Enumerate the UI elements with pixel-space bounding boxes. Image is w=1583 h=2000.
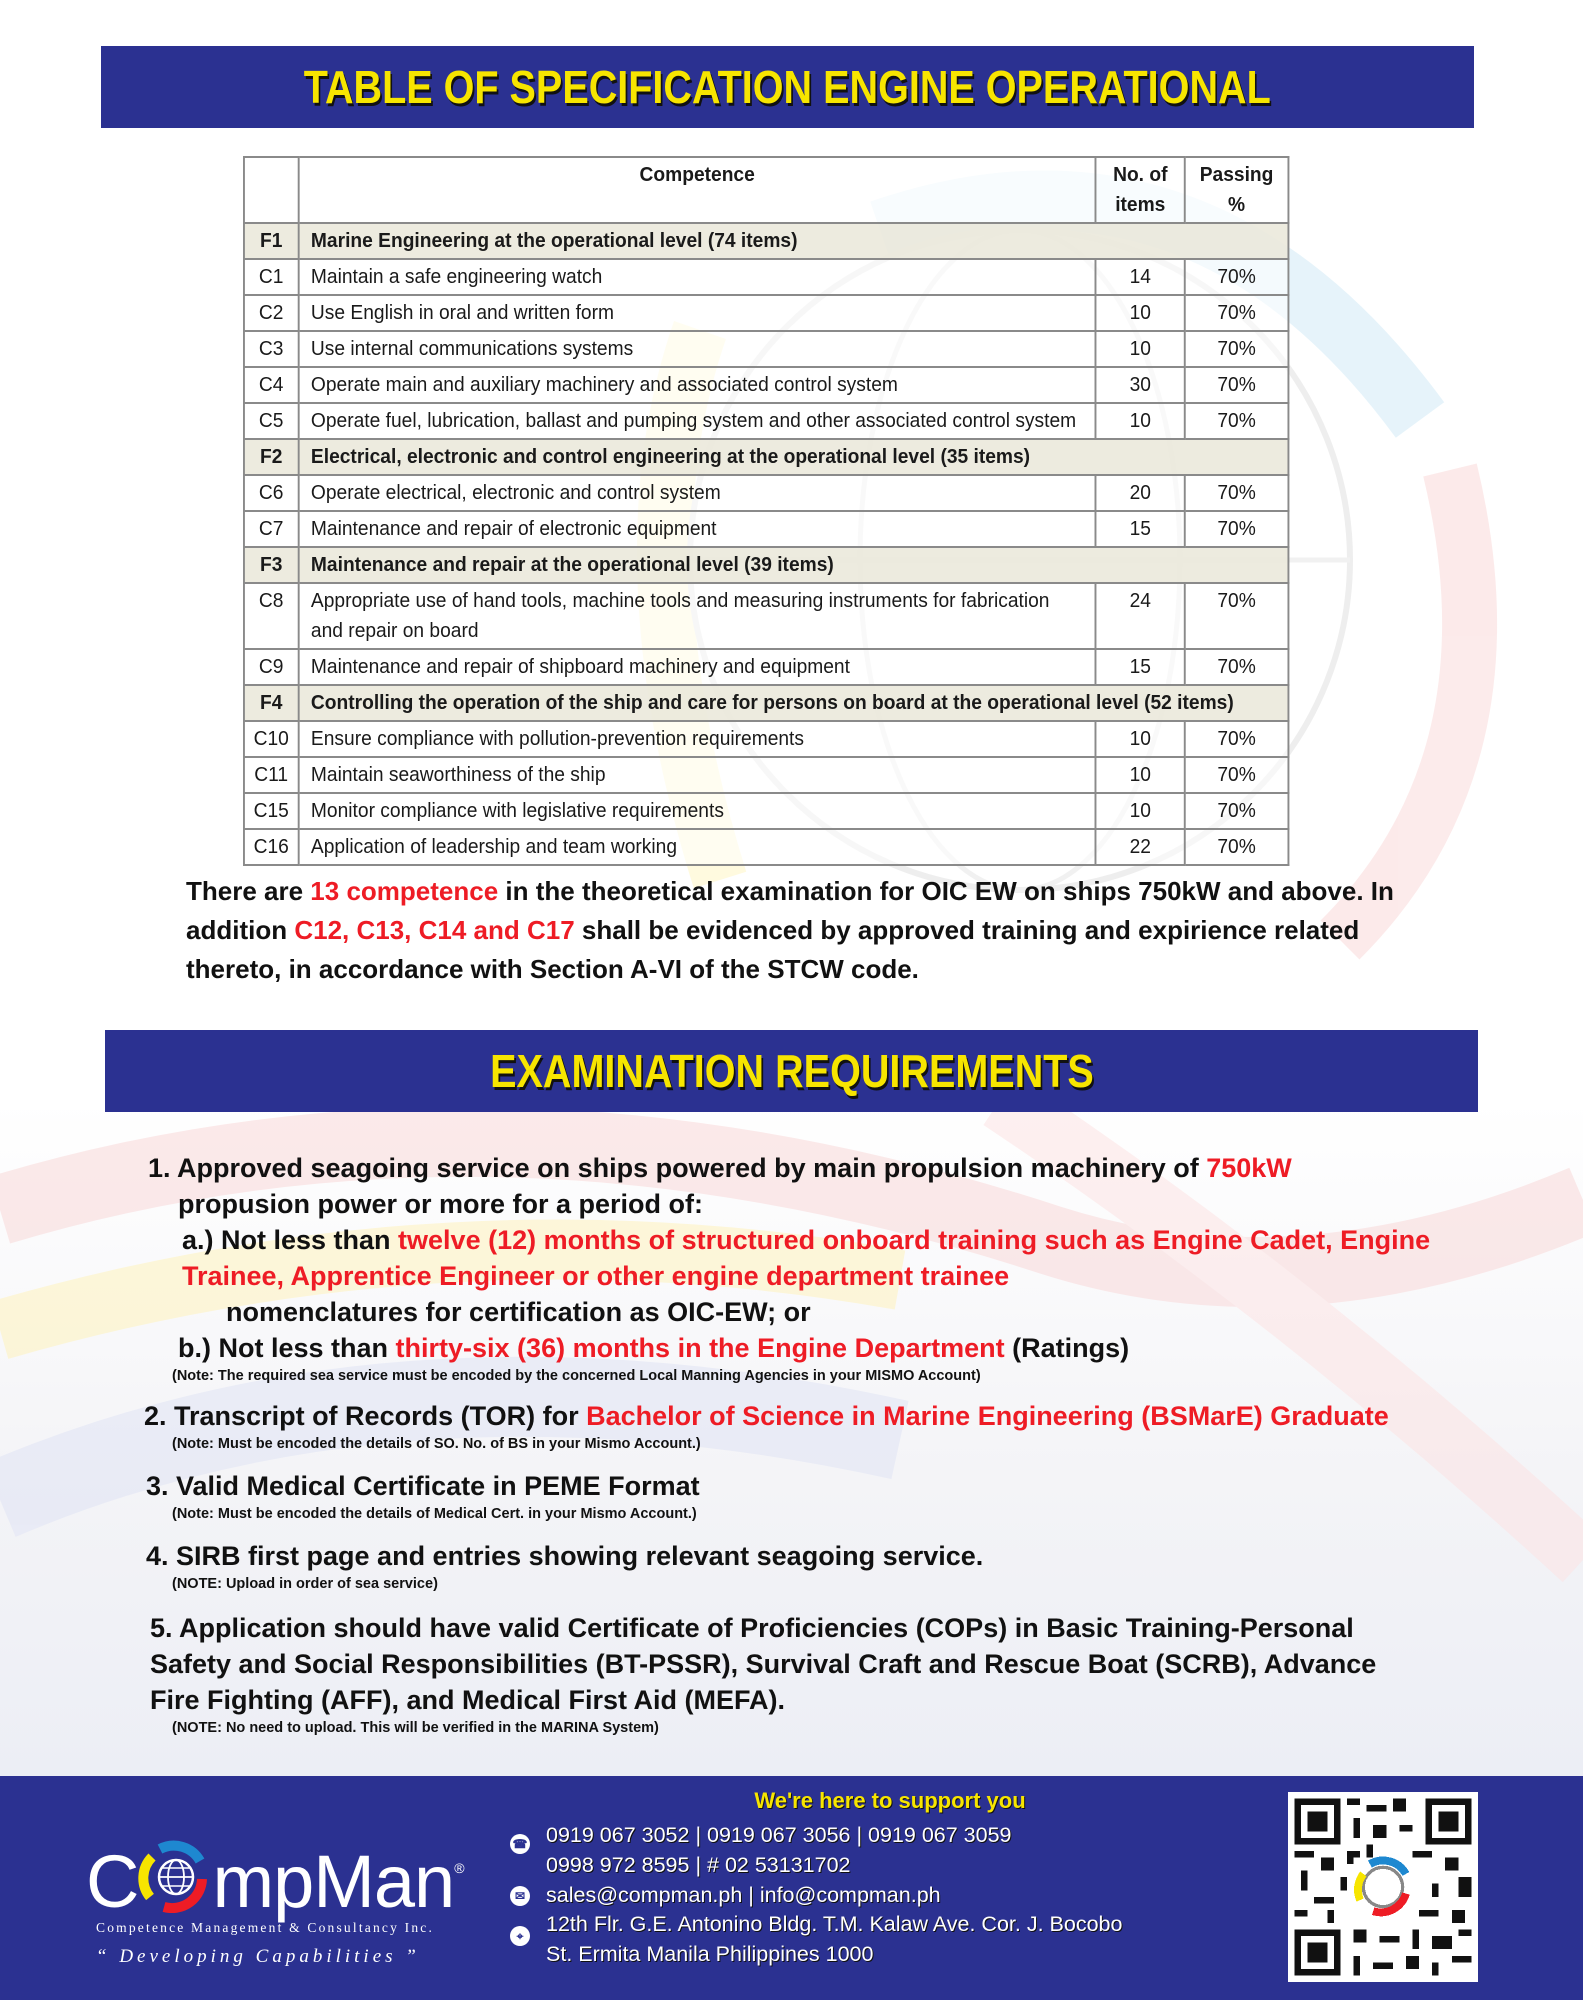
passing-percent: 70% — [1185, 403, 1289, 439]
competence-code: C2 — [244, 295, 298, 331]
support-heading: We're here to support you — [754, 1788, 1026, 1813]
competence-code: C10 — [244, 721, 298, 757]
passing-percent: 70% — [1185, 649, 1289, 685]
item-count: 10 — [1096, 403, 1185, 439]
passing-percent: 70% — [1185, 583, 1289, 649]
item-count: 15 — [1096, 511, 1185, 547]
header-passing: Passing % — [1185, 157, 1289, 223]
item-count: 30 — [1096, 367, 1185, 403]
function-code: F1 — [244, 223, 298, 259]
passing-percent: 70% — [1185, 259, 1289, 295]
competence-text: Maintenance and repair of electronic equipment — [298, 511, 1095, 547]
passing-percent: 70% — [1185, 793, 1289, 829]
table-row — [244, 721, 1288, 757]
requirement-3 — [140, 1468, 1460, 1524]
competence-text: Application of leadership and team working — [298, 829, 1095, 865]
phone-numbers-line-1[interactable]: 0919 067 3052 | 0919 067 3056 | 0919 067 3059 — [546, 1823, 1012, 1847]
item-count: 10 — [1096, 793, 1185, 829]
function-title: Maintenance and repair at the operational level (39 items) — [298, 547, 1288, 583]
requirement-note: (NOTE: No need to upload. This will be verified in the MARINA System) — [172, 1720, 659, 1736]
competence-text: Maintenance and repair of shipboard machinery and equipment — [298, 649, 1095, 685]
requirement-text: propusion power or more for a period of: — [178, 1189, 704, 1219]
requirement-text: 3. Valid Medical Certificate in PEME Format — [146, 1471, 700, 1501]
requirement-highlight: Bachelor of Science in Marine Engineering (BSMarE) Graduate — [586, 1401, 1389, 1431]
passing-percent: 70% — [1185, 757, 1289, 793]
summary-highlight: 13 competence — [310, 876, 499, 906]
sub-item-b-prefix: b.) Not less than — [178, 1333, 396, 1363]
competence-code: C11 — [244, 757, 298, 793]
item-count: 20 — [1096, 475, 1185, 511]
qr-code[interactable] — [1288, 1792, 1478, 1982]
competence-summary — [186, 872, 1406, 989]
sub-item-a-prefix: a.) Not less than — [182, 1225, 399, 1255]
competence-code: C4 — [244, 367, 298, 403]
item-count: 14 — [1096, 259, 1185, 295]
logo-letters-mpman: mpMan — [212, 1840, 455, 1923]
requirement-highlight: 750kW — [1206, 1153, 1292, 1183]
mail-icon: ✉ — [510, 1886, 530, 1906]
item-count: 15 — [1096, 649, 1185, 685]
competence-text: Operate main and auxiliary machinery and associated control system — [298, 367, 1095, 403]
function-title: Controlling the operation of the ship and care for persons on board at the operational level (52 items) — [298, 685, 1288, 721]
competence-code: C6 — [244, 475, 298, 511]
location-pin-icon: ⌖ — [510, 1926, 530, 1946]
function-code: F2 — [244, 439, 298, 475]
spec-title-banner — [101, 46, 1474, 128]
email-addresses[interactable]: sales@compman.ph | info@compman.ph — [546, 1883, 941, 1907]
competence-code: C16 — [244, 829, 298, 865]
table-row — [244, 757, 1288, 793]
logo-wordmark — [86, 1828, 464, 1922]
competence-code: C9 — [244, 649, 298, 685]
requirement-note: (Note: Must be encoded the details of SO. No. of BS in your Mismo Account.) — [172, 1436, 701, 1452]
exam-requirements-banner — [105, 1030, 1478, 1112]
tagline: “ Developing Capabilities ” — [96, 1946, 420, 1967]
function-row — [244, 439, 1288, 475]
competence-text: Ensure compliance with pollution-prevention requirements — [298, 721, 1095, 757]
competence-code: C15 — [244, 793, 298, 829]
competence-text: Maintain seaworthiness of the ship — [298, 757, 1095, 793]
function-row — [244, 223, 1288, 259]
requirement-note: (Note: The required sea service must be encoded by the concerned Local Manning Agencies in your MISMO Account) — [172, 1368, 981, 1384]
requirement-text: 5. Application should have valid Certificate of Proficiencies (COPs) in Basic Training-Personal Safety and Social Responsibilities (BT-PSSR), Survival Craft and Rescue Boat (SCRB), Advance Fire Fighting (AFF), and Medical First Aid (MEFA). — [150, 1613, 1377, 1715]
phone-icon: ☎ — [510, 1834, 530, 1854]
competence-code: C1 — [244, 259, 298, 295]
item-count: 10 — [1096, 295, 1185, 331]
summary-text: in the theoretical examination for OIC EW on ships 750kW and above. In addition — [186, 876, 1394, 945]
competence-code: C7 — [244, 511, 298, 547]
table-row — [244, 829, 1288, 865]
table-row — [244, 259, 1288, 295]
sub-item-a-suffix: nomenclatures for certification as OIC-EW; or — [226, 1297, 811, 1327]
competence-text: Operate electrical, electronic and control system — [298, 475, 1095, 511]
registered-mark: ® — [454, 1860, 464, 1876]
requirement-4 — [140, 1538, 1460, 1594]
table-row — [244, 475, 1288, 511]
sub-item-a-highlight: twelve (12) months of structured onboard training such as Engine Cadet, Engine Trainee, Apprentice Engineer or other engine department trainee — [182, 1225, 1431, 1291]
competence-text: Operate fuel, lubrication, ballast and pumping system and other associated control system — [298, 403, 1095, 439]
sub-item-b-suffix: (Ratings) — [1004, 1333, 1130, 1363]
requirement-note: (Note: Must be encoded the details of Medical Cert. in your Mismo Account.) — [172, 1506, 697, 1522]
table-row — [244, 511, 1288, 547]
requirement-note: (NOTE: Upload in order of sea service) — [172, 1576, 438, 1592]
specification-table — [243, 156, 1289, 866]
spec-title: TABLE OF SPECIFICATION ENGINE OPERATIONAL — [303, 61, 1272, 113]
requirement-text: 1. Approved seagoing service on ships powered by main propulsion machinery of — [148, 1153, 1207, 1183]
table-header-row — [244, 157, 1288, 223]
requirement-5 — [140, 1610, 1460, 1738]
item-count: 24 — [1096, 583, 1185, 649]
passing-percent: 70% — [1185, 475, 1289, 511]
summary-text: There are — [186, 876, 311, 906]
table-row — [244, 583, 1288, 649]
contact-info — [510, 1786, 1270, 1966]
table-row — [244, 793, 1288, 829]
requirement-2 — [140, 1398, 1460, 1454]
requirement-1 — [140, 1150, 1460, 1386]
table-row — [244, 295, 1288, 331]
header-code — [244, 157, 298, 223]
competence-code: C8 — [244, 583, 298, 649]
address-line-1: 12th Flr. G.E. Antonino Bldg. T.M. Kalaw Ave. Cor. J. Bocobo — [546, 1912, 1123, 1936]
competence-text: Maintain a safe engineering watch — [298, 259, 1095, 295]
passing-percent: 70% — [1185, 829, 1289, 865]
competence-text: Appropriate use of hand tools, machine tools and measuring instruments for fabrication and repair on board — [298, 583, 1095, 649]
requirement-text: 4. SIRB first page and entries showing relevant seagoing service. — [146, 1541, 984, 1571]
globe-arrows-icon — [138, 1839, 212, 1913]
competence-code: C3 — [244, 331, 298, 367]
passing-percent: 70% — [1185, 367, 1289, 403]
compman-logo — [86, 1828, 466, 1978]
competence-code: C5 — [244, 403, 298, 439]
item-count: 22 — [1096, 829, 1185, 865]
summary-text: shall be evidenced by approved training and expirience related thereto, in accordance with Section A-VI of the STCW code. — [186, 915, 1360, 984]
passing-percent: 70% — [1185, 295, 1289, 331]
company-name: Competence Management & Consultancy Inc. — [96, 1920, 435, 1935]
competence-text: Use internal communications systems — [298, 331, 1095, 367]
function-code: F4 — [244, 685, 298, 721]
function-title: Electrical, electronic and control engineering at the operational level (35 items) — [298, 439, 1288, 475]
header-items: No. of items — [1096, 157, 1185, 223]
function-row — [244, 547, 1288, 583]
passing-percent: 70% — [1185, 511, 1289, 547]
function-code: F3 — [244, 547, 298, 583]
item-count: 10 — [1096, 757, 1185, 793]
competence-text: Monitor compliance with legislative requirements — [298, 793, 1095, 829]
item-count: 10 — [1096, 331, 1185, 367]
function-row — [244, 685, 1288, 721]
requirements-list — [140, 1150, 1460, 1738]
address-line-2: St. Ermita Manila Philippines 1000 — [546, 1942, 874, 1966]
passing-percent: 70% — [1185, 721, 1289, 757]
function-title: Marine Engineering at the operational level (74 items) — [298, 223, 1288, 259]
header-competence: Competence — [298, 157, 1095, 223]
competence-text: Use English in oral and written form — [298, 295, 1095, 331]
summary-highlight: C12, C13, C14 and C17 — [294, 915, 575, 945]
item-count: 10 — [1096, 721, 1185, 757]
table-row — [244, 331, 1288, 367]
table-row — [244, 403, 1288, 439]
requirement-text: 2. Transcript of Records (TOR) for — [144, 1401, 587, 1431]
footer — [0, 1776, 1583, 2000]
sub-item-b-highlight: thirty-six (36) months in the Engine Department — [395, 1333, 1005, 1363]
table-row — [244, 367, 1288, 403]
logo-letter-c: C — [86, 1840, 139, 1923]
exam-requirements-title: EXAMINATION REQUIREMENTS — [489, 1045, 1094, 1097]
passing-percent: 70% — [1185, 331, 1289, 367]
table-row — [244, 649, 1288, 685]
phone-numbers-line-2[interactable]: 0998 972 8595 | # 02 53131702 — [546, 1853, 851, 1877]
